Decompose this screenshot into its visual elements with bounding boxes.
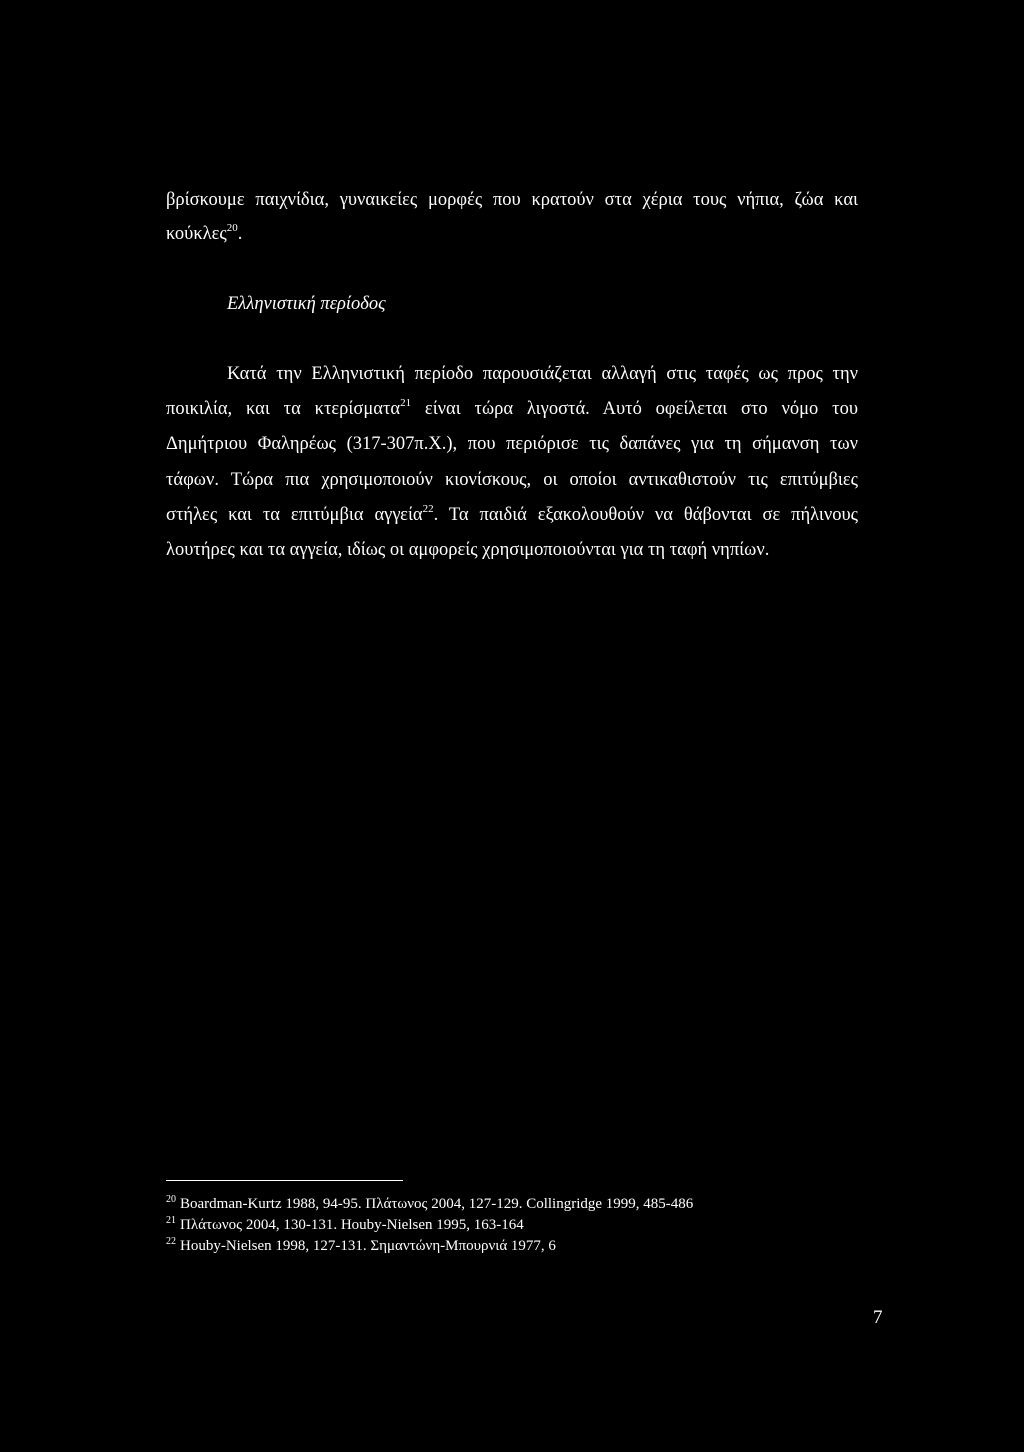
- footnote-ref-20: 20: [226, 222, 238, 234]
- page-number: 7: [873, 1307, 883, 1328]
- footnote-text: Boardman-Kurtz 1988, 94-95. Πλάτωνος 2004, 127-129. Collingridge 1999, 485-486: [180, 1196, 694, 1212]
- footnote-text: Houby-Nielsen 1998, 127-131. Σημαντώνη-Μπουρνιά 1977, 6: [180, 1238, 556, 1254]
- body-line-3: Κατά την Ελληνιστική περίοδο παρουσιάζεται αλλαγή στις ταφές ως προς την: [227, 364, 858, 384]
- footnote-ref-21: 21: [400, 397, 412, 409]
- body-line-2: [166, 222, 242, 246]
- footnote-text: Πλάτωνος 2004, 130-131. Houby-Nielsen 1995, 163-164: [180, 1217, 524, 1233]
- text-fragment: ποικιλία, και τα κτερίσματα: [166, 399, 401, 419]
- body-line-5: Δημήτριου Φαληρέως (317-307π.Χ.), που περιόρισε τις δαπάνες για τη σήμανση των: [166, 434, 858, 454]
- footnote-22: [166, 1236, 556, 1256]
- footnote-number: 21: [166, 1215, 176, 1226]
- footnote-ref-22: 22: [422, 503, 434, 515]
- body-line-1: βρίσκουμε παιχνίδια, γυναικείες μορφές που κρατούν στα χέρια τους νήπια, ζώα και: [166, 190, 858, 210]
- footnote-21: [166, 1215, 524, 1235]
- text-fragment: .: [237, 224, 243, 244]
- body-line-4: [166, 397, 858, 421]
- footnote-20: [166, 1194, 693, 1214]
- footnote-separator: [166, 1180, 403, 1181]
- body-line-6: τάφων. Τώρα πια χρησιμοποιούν κιονίσκους, οι οποίοι αντικαθιστούν τις επιτύμβιες: [166, 470, 858, 490]
- footnote-number: 20: [166, 1194, 176, 1205]
- body-line-8: λουτήρες και τα αγγεία, ιδίως οι αμφορείς χρησιμοποιούνται για τη ταφή νηπίων.: [166, 540, 770, 560]
- footnote-number: 22: [166, 1236, 176, 1247]
- text-fragment: κούκλες: [166, 224, 227, 244]
- body-line-7: [166, 503, 858, 527]
- text-fragment: είναι τώρα λιγοστά. Αυτό οφείλεται στο νόμο του: [411, 399, 858, 419]
- section-heading: Ελληνιστική περίοδος: [227, 294, 386, 314]
- text-fragment: στήλες και τα επιτύμβια αγγεία: [166, 505, 423, 525]
- text-fragment: . Τα παιδιά εξακολουθούν να θάβονται σε πήλινους: [433, 505, 858, 525]
